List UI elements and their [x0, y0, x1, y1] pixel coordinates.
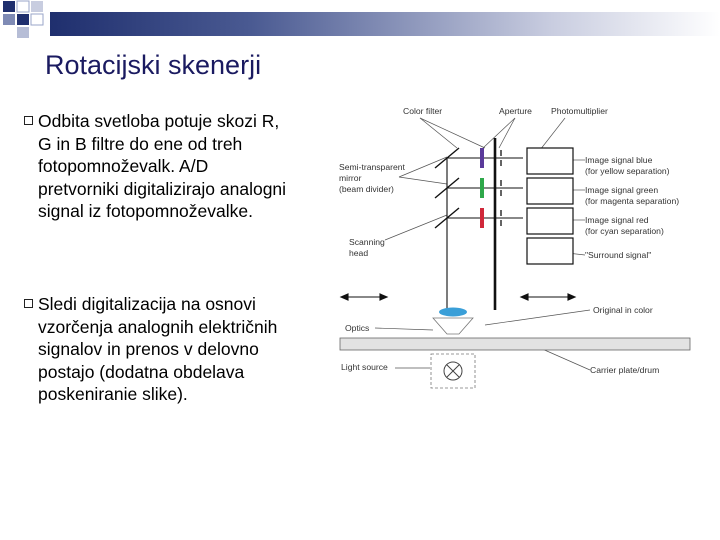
photomultiplier-red [527, 208, 573, 234]
blue-filter [480, 148, 484, 168]
beam-lines [447, 158, 523, 310]
carrier-plate [340, 338, 690, 350]
photomultiplier-blue [527, 148, 573, 174]
label-original: Original in color [593, 305, 653, 315]
label-head: head [349, 248, 369, 258]
square-bullet-icon [24, 299, 33, 308]
label-signal-red-note: (for cyan separation) [585, 226, 664, 236]
label-semi-transparent: Semi-transparent [339, 162, 405, 172]
scan-direction-arrows [341, 294, 575, 300]
rotary-scanner-diagram [335, 100, 695, 400]
photomultiplier-group [527, 148, 573, 264]
label-light-source: Light source [341, 362, 388, 372]
label-signal-blue-note: (for yellow separation) [585, 166, 670, 176]
bullet-text: Odbita svetloba potuje skozi R, G in B filtre do ene od treh fotopomnoževalk. A/D pretvorniki digitalizirajo analogni signal iz fotopomnoževalke. [38, 111, 287, 222]
green-filter [480, 178, 484, 198]
label-photomultiplier: Photomultiplier [551, 106, 608, 116]
photomultiplier-surround [527, 238, 573, 264]
label-signal-red: Image signal red [585, 215, 649, 225]
photomultiplier-green [527, 178, 573, 204]
bullet-item [12, 293, 290, 406]
label-mirror: mirror [339, 173, 362, 183]
label-signal-green-note: (for magenta separation) [585, 196, 680, 206]
header-gradient-bar [50, 12, 720, 36]
label-beam-divider: (beam divider) [339, 184, 394, 194]
label-signal-blue: Image signal blue [585, 155, 653, 165]
label-carrier: Carrier plate/drum [590, 365, 660, 375]
bullet-text: Sledi digitalizacija na osnovi vzorčenja analognih električnih signalov in prenos v delovno postajo (dodatna obdelava poskeniranie slike). [38, 294, 278, 405]
label-scanning: Scanning [349, 237, 385, 247]
light-cone [433, 318, 473, 334]
red-filter [480, 208, 484, 228]
optics-lens [439, 308, 467, 317]
slide-title: Rotacijski skenerji [45, 50, 262, 80]
label-aperture: Aperture [499, 106, 532, 116]
bullet-item [12, 110, 290, 223]
label-optics: Optics [345, 323, 370, 333]
label-signal-green: Image signal green [585, 185, 659, 195]
square-bullet-icon [24, 116, 33, 125]
label-surround-signal: "Surround signal" [585, 250, 652, 260]
label-color-filter: Color filter [403, 106, 443, 116]
